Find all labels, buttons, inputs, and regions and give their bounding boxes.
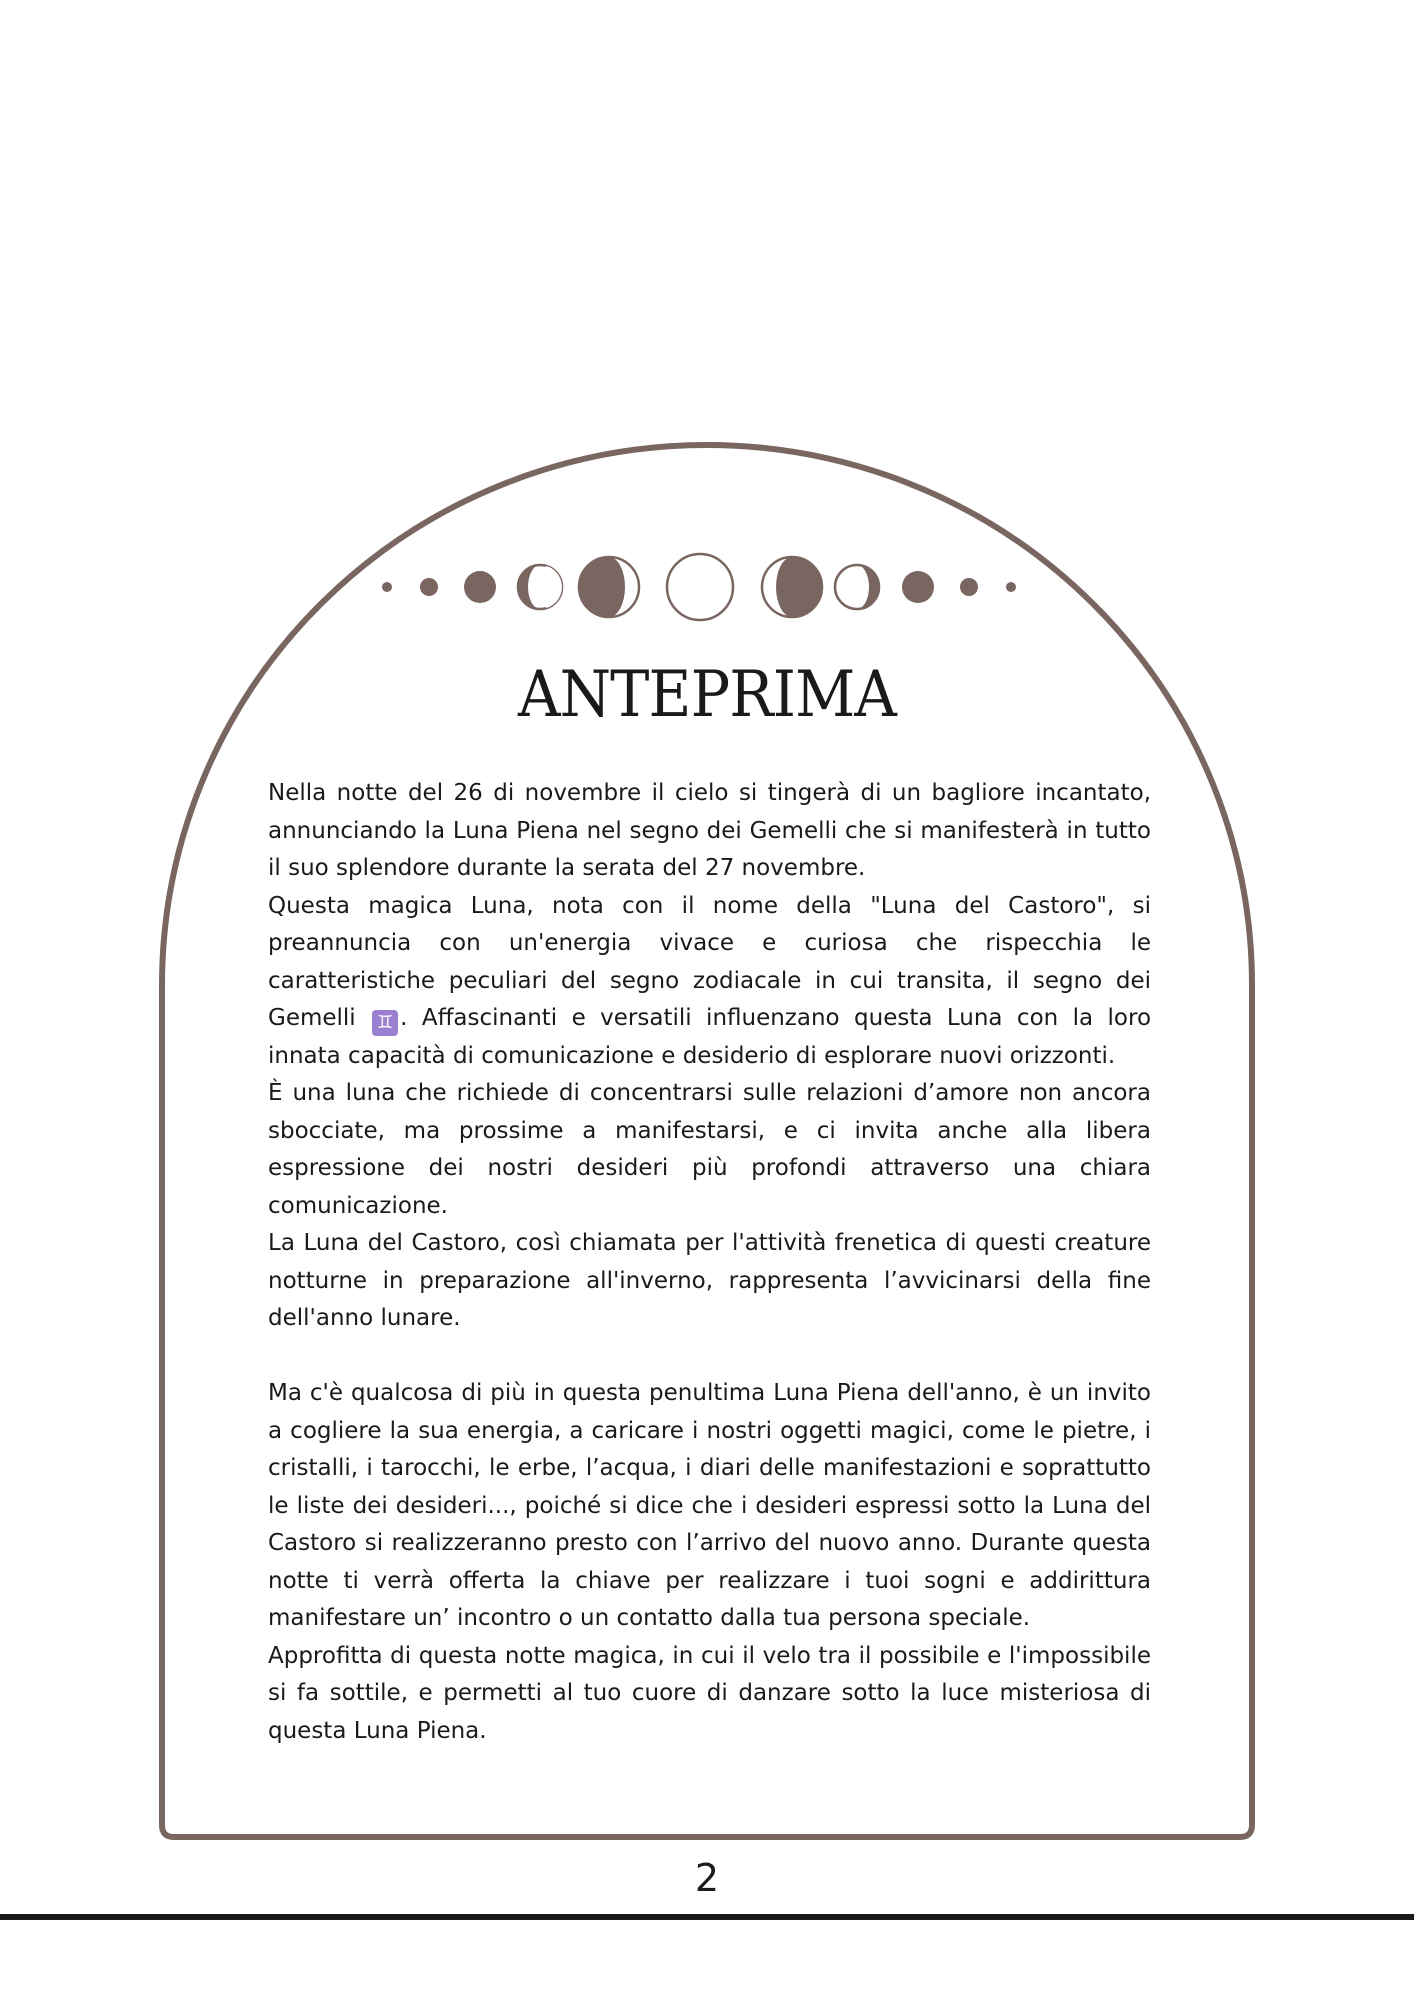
article-body: [268, 775, 1151, 1750]
moon-dot-icon: [960, 578, 978, 596]
paragraph: È una luna che richiede di concentrarsi sulle relazioni d’amore non ancora sbocciate, ma prossime a manifestarsi, e ci invita anche alla libera espressione dei nostri desideri più profondi attraverso una chiara comunicazione.: [268, 1080, 1151, 1219]
paragraph-spacer: [268, 1338, 1151, 1376]
paragraph-text: . Affascinanti e versatili influenzano questa Luna con la loro innata capacità di comunicazione e desiderio di esplorare nuovi orizzonti.: [268, 1005, 1152, 1069]
moon-dot-icon: [420, 578, 438, 596]
paragraph: La Luna del Castoro, così chiamata per l'attività frenetica di questi creature notturne in preparazione all'inverno, rappresenta l’avvicinarsi della fine dell'anno lunare.: [268, 1230, 1151, 1331]
paragraph-text: Questa magica Luna, nota con il nome della "Luna del Castoro", si preannuncia con un'energia vivace e curiosa che rispecchia le caratteristiche peculiari del segno zodiacale in cui transita, il segno dei Gemelli: [268, 892, 1151, 1031]
paragraph: Approfitta di questa notte magica, in cui il velo tra il possibile e l'impossibile si fa sottile, e permetti al tuo cuore di danzare sotto la luce misteriosa di questa Luna Piena.: [268, 1642, 1151, 1744]
new-moon-icon: [464, 571, 496, 603]
page-title: ANTEPRIMA: [517, 658, 897, 732]
paragraph: [268, 888, 1151, 1076]
paragraph: Ma c'è qualcosa di più in questa penultima Luna Piena dell'anno, è un invito a cogliere la sua energia, a caricare i nostri oggetti magici, come le pietre, i cristalli, i tarocchi, le erbe, l’acqua, i diari delle manifestazioni e soprattutto le liste dei desideri..., poiché si dice che i desideri espressi sotto la Luna del Castoro si realizzeranno presto con l’arrivo del nuovo anno. Durante questa notte ti verrà offerta la chiave per realizzare i tuoi sogni e addirittura manifestare un’ incontro o un contatto dalla tua persona speciale.: [268, 1380, 1151, 1631]
full-moon-icon: [667, 554, 733, 620]
crescent-moon-icon: [835, 565, 879, 609]
moon-dot-icon: [1006, 582, 1016, 592]
new-moon-icon: [902, 571, 934, 603]
page-number: 2: [694, 1856, 720, 1900]
gibbous-moon-icon: [579, 557, 639, 617]
gibbous-moon-icon: [762, 557, 822, 617]
bottom-rule: [0, 1914, 1414, 1920]
gemini-icon: ♊: [372, 1010, 398, 1036]
moon-dot-icon: [382, 582, 392, 592]
crescent-moon-icon: [518, 565, 576, 609]
paragraph: Nella notte del 26 di novembre il cielo si tingerà di un bagliore incantato, annunciando la Luna Piena nel segno dei Gemelli che si manifesterà in tutto il suo splendore durante la serata del 27 novembre.: [268, 780, 1151, 881]
